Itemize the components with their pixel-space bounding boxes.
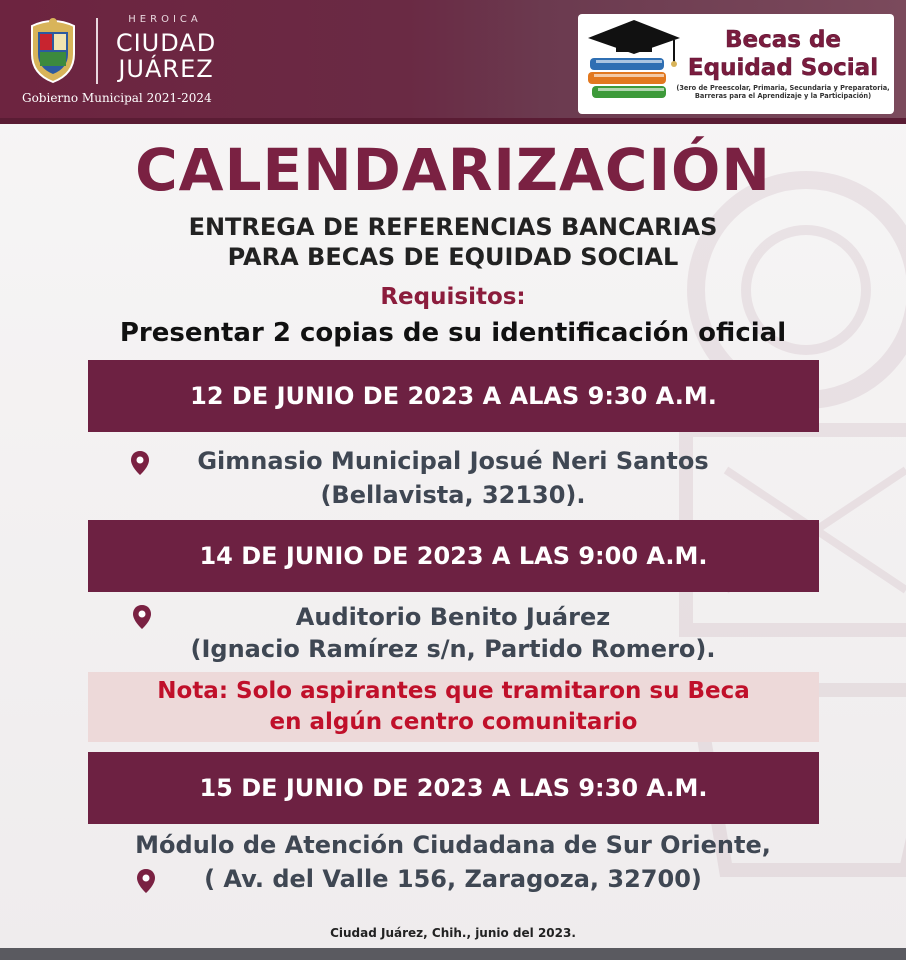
subtitle-line1: ENTREGA DE REFERENCIAS BANCARIAS [188, 213, 718, 241]
page-title: CALENDARIZACIÓN [135, 136, 771, 204]
location-2-line2: (Ignacio Ramírez s/n, Partido Romero). [190, 635, 716, 663]
date-text-2: 14 DE JUNIO DE 2023 A LAS 9:00 A.M. [199, 542, 708, 570]
date-text-1: 12 DE JUNIO DE 2023 A ALAS 9:30 A.M. [190, 382, 717, 410]
header-bottom-stripe [0, 118, 906, 124]
becas-title-line2: Equidad Social [687, 55, 879, 81]
becas-title [676, 26, 890, 82]
location-3-line1: Módulo de Atención Ciudadana de Sur Oriente, [135, 831, 771, 859]
subtitle-line2: PARA BECAS DE EQUIDAD SOCIAL [227, 243, 679, 271]
date-text-3: 15 DE JUNIO DE 2023 A LAS 9:30 A.M. [199, 774, 708, 802]
ciudad-juarez-wordmark [108, 30, 224, 82]
shield-icon [26, 16, 80, 84]
juarez-line: JUÁREZ [118, 55, 214, 83]
nota-line2: en algún centro comunitario [269, 709, 638, 735]
location-2-line1: Auditorio Benito Juárez [295, 603, 611, 631]
books-icon [582, 18, 686, 110]
gobierno-municipal-text: Gobierno Municipal 2021-2024 [22, 91, 212, 105]
ciudad-line: CIUDAD [115, 29, 217, 57]
location-3-line2: ( Av. del Valle 156, Zaragoza, 32700) [204, 865, 702, 893]
footer-text: Ciudad Juárez, Chih., junio del 2023. [330, 926, 576, 940]
date-bar-3 [88, 752, 819, 824]
heroica-text: HEROICA [128, 14, 202, 25]
location-1-line2: (Bellavista, 32130). [320, 481, 586, 509]
requisitos-text: Presentar 2 copias de su identificación oficial [119, 318, 787, 348]
date-bar-1 [88, 360, 819, 432]
header-divider [96, 18, 98, 84]
requisitos-label: Requisitos: [380, 284, 526, 310]
bottom-bar [0, 948, 906, 960]
nota-box [88, 672, 819, 742]
becas-title-line1: Becas de [724, 27, 842, 53]
location-1-line1: Gimnasio Municipal Josué Neri Santos [197, 447, 709, 475]
becas-subtitle-line2: Barreras para el Aprendizaje y la Participación) [694, 92, 872, 100]
nota-line1: Nota: Solo aspirantes que tramitaron su Beca [157, 678, 750, 704]
date-bar-2 [88, 520, 819, 592]
becas-subtitle-line1: (3ero de Preescolar, Primaria, Secundaria y Preparatoria, [676, 84, 890, 92]
becas-subtitle [676, 84, 890, 100]
